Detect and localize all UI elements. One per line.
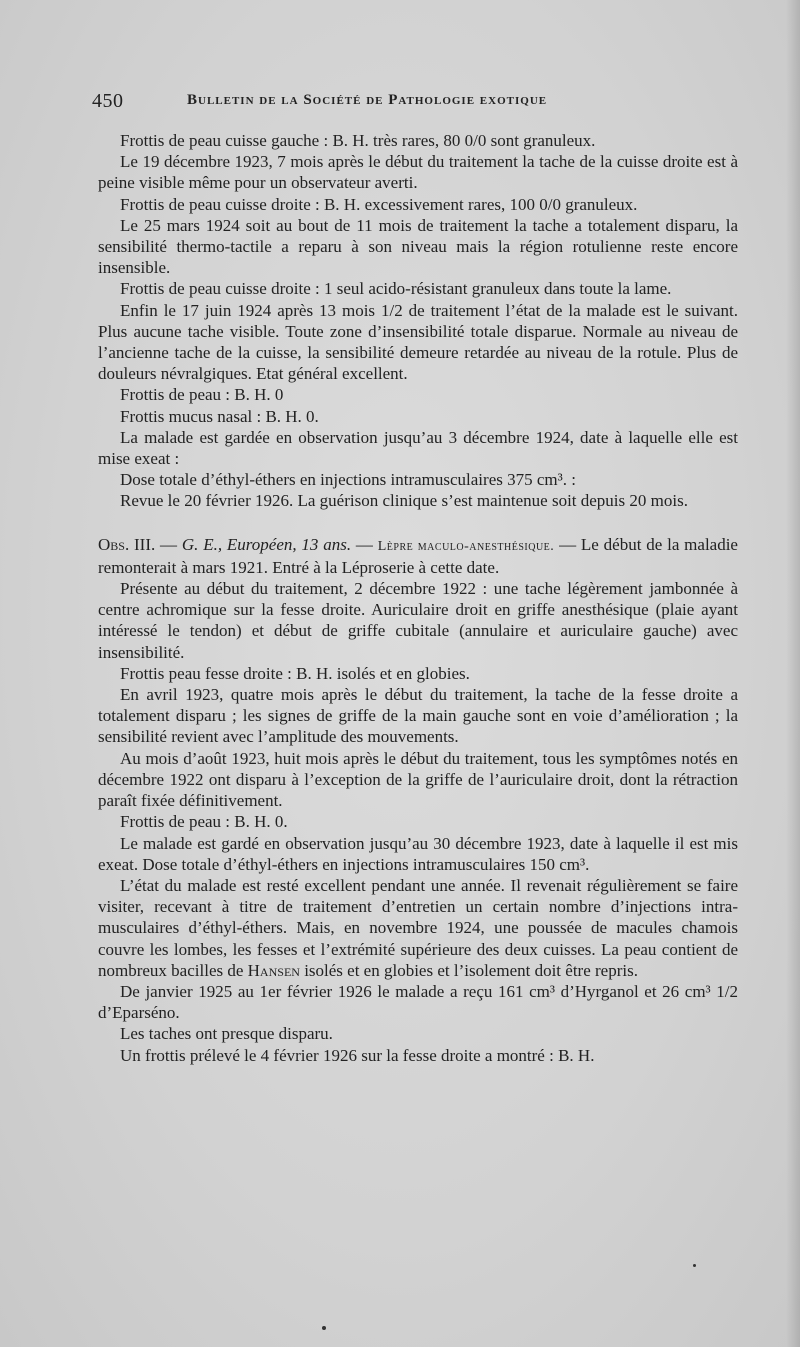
running-title: Bulletin de la Société de Pathologie exotique: [187, 92, 548, 108]
observation-patient: G. E., Européen, 13 ans.: [181, 534, 352, 554]
paragraph: Au mois d’août 1923, huit mois après le début du traitement, tous les symptômes notés en décembre 1922 ont disparu à l’exception de la griffe de l’auriculaire droit, dont la rétraction paraît fixée définitivement.: [98, 748, 738, 811]
paragraph: Le 19 décembre 1923, 7 mois après le début du traitement la tache de la cuisse droite est à peine visible même pour un observateur averti.: [98, 152, 738, 193]
paragraph: Frottis de peau cuisse gauche : B. H. très rares, 80 0/0 sont granuleux.: [120, 131, 596, 150]
paragraph: Le malade est gardé en observation jusqu’au 30 décembre 1923, date à laquelle il est mis exeat. Dose totale d’éthyl-éthers en injections intramusculaires 150 cm³.: [98, 833, 738, 874]
paragraph: Frottis de peau : B. H. 0.: [120, 812, 288, 832]
section-gap: [98, 512, 738, 534]
paragraph: Frottis de peau : B. H. 0: [120, 385, 284, 405]
dash: —: [155, 534, 182, 554]
paragraph: Frottis de peau cuisse droite : B. H. excessivement rares, 100 0/0 granuleux.: [120, 194, 638, 214]
author-name: Hansen: [247, 960, 300, 980]
paragraph-text: L’état du malade est resté excellent pendant une année. Il revenait régulièrement se faire visiter, recevant à titre de traitement d’entretien un certain nombre d’injections intra-musculaires d’éthyl-éthers. Mais, en novembre 1924, une poussée de macules chamois couvre les lombes, les fesses et l’extrémité supérieure des deux cuisses. La peau contient de nombreux bacilles de: [98, 875, 738, 980]
observation-label: Obs. III.: [98, 534, 156, 554]
paragraph: La malade est gardée en observation jusqu’au 3 décembre 1924, date à laquelle elle est mise exeat :: [98, 427, 738, 469]
observation-type: Lèpre maculo-anesthésique.: [377, 538, 555, 554]
paragraph: [98, 875, 738, 981]
observation-intro: Le début de la maladie remonterait à mars 1921. Entré à la Léproserie à cette date.: [98, 534, 738, 577]
paragraph: Présente au début du traitement, 2 décembre 1922 : une tache légèrement jambonnée à centre achromique sur la fesse droite. Auriculaire droit en griffe anesthésique (plaie ayant intéressé le tendon) et début de griffe cubitale (annulaire et auriculaire gauche) avec insensibilité.: [98, 579, 738, 662]
body-text: [98, 130, 738, 1066]
paragraph: Le 25 mars 1924 soit au bout de 11 mois de traitement la tache a totalement disparu, la sensibilité thermo-tactile a reparu à son niveau mais la région rotulienne reste encore insensible.: [98, 215, 738, 278]
paragraph-text: isolés et en globies et l’isolement doit être repris.: [299, 960, 638, 980]
page-header: [92, 88, 752, 116]
paragraph: Enfin le 17 juin 1924 après 13 mois 1/2 de traitement l’état de la malade est le suivant. Plus aucune tache visible. Toute zone d’insensibilité totale disparue. Normale au niveau de l’ancienne tache de la cuisse, la sensibilité demeure retardée au niveau de la rotule. Plus de douleurs névralgiques. Etat général excellent.: [98, 300, 738, 384]
paragraph: Frottis peau fesse droite : B. H. isolés et en globies.: [120, 663, 470, 683]
paragraph: Dose totale d’éthyl-éthers en injections intramusculaires 375 cm³. :: [120, 470, 576, 490]
page-edge-shadow: [786, 0, 800, 1347]
paragraph: En avril 1923, quatre mois après le début du traitement, la tache de la fesse droite a totalement disparu ; les signes de griffe de la main gauche sont en voie d’amélioration ; la sensibilité revient avec l’amplitude des mouvements.: [98, 685, 738, 747]
paragraph: Un frottis prélevé le 4 février 1926 sur la fesse droite a montré : B. H.: [120, 1045, 595, 1065]
dash: —: [554, 534, 581, 554]
ink-speck: [322, 1326, 326, 1330]
page-number: 450: [92, 90, 124, 112]
paragraph: De janvier 1925 au 1er février 1926 le malade a reçu 161 cm³ d’Hyrganol et 26 cm³ 1/2 d’Eparséno.: [98, 981, 738, 1023]
dash: —: [351, 534, 378, 554]
paragraph: Revue le 20 février 1926. La guérison clinique s’est maintenue soit depuis 20 mois.: [120, 491, 688, 511]
observation-heading: [98, 534, 738, 578]
paragraph: Frottis mucus nasal : B. H. 0.: [120, 406, 319, 426]
ink-speck: [693, 1264, 696, 1267]
paragraph: Les taches ont presque disparu.: [120, 1024, 333, 1044]
paragraph: Frottis de peau cuisse droite : 1 seul acido-résistant granuleux dans toute la lame.: [120, 279, 672, 299]
